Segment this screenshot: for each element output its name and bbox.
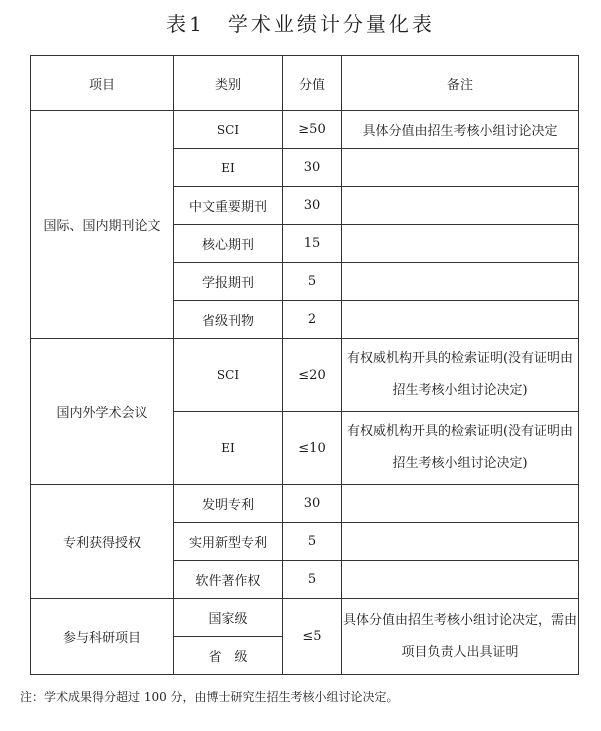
item-cell: 国内外学术会议: [31, 339, 174, 485]
item-cell: 参与科研项目: [31, 599, 174, 675]
table-row: [31, 599, 579, 637]
category-cell: EI: [174, 412, 283, 485]
category-cell: 中文重要期刊: [174, 187, 283, 225]
score-cell: 2: [283, 301, 342, 339]
score-cell: ≥50: [283, 111, 342, 149]
score-cell: 15: [283, 225, 342, 263]
remark-cell: [342, 561, 579, 599]
score-cell: 30: [283, 187, 342, 225]
score-table: [30, 55, 579, 675]
remark-cell: [342, 301, 579, 339]
score-cell: 30: [283, 485, 342, 523]
remark-cell: [342, 187, 579, 225]
score-cell: 5: [283, 523, 342, 561]
score-cell: ≤5: [283, 599, 342, 675]
score-cell: ≤10: [283, 412, 342, 485]
remark-cell: 具体分值由招生考核小组讨论决定: [342, 111, 579, 149]
score-cell: 30: [283, 149, 342, 187]
table-row: [31, 485, 579, 523]
category-cell: EI: [174, 149, 283, 187]
category-cell: 学报期刊: [174, 263, 283, 301]
category-cell: SCI: [174, 111, 283, 149]
remark-cell: [342, 225, 579, 263]
category-cell: 实用新型专利: [174, 523, 283, 561]
item-cell: 专利获得授权: [31, 485, 174, 599]
category-cell: 省 级: [174, 637, 283, 675]
remark-cell: 具体分值由招生考核小组讨论决定，需由项目负责人出具证明: [342, 599, 579, 675]
score-cell: 5: [283, 561, 342, 599]
category-cell: 核心期刊: [174, 225, 283, 263]
remark-cell: [342, 149, 579, 187]
category-cell: 软件著作权: [174, 561, 283, 599]
header-remark: 备注: [342, 56, 579, 111]
table-row: [31, 339, 579, 412]
category-cell: 省级刊物: [174, 301, 283, 339]
item-cell: 国际、国内期刊论文: [31, 111, 174, 339]
footnote: 注：学术成果得分超过 100 分，由博士研究生招生考核小组讨论决定。: [20, 690, 399, 704]
header-item: 项目: [31, 56, 174, 111]
remark-cell: [342, 523, 579, 561]
remark-cell: 有权威机构开具的检索证明(没有证明由招生考核小组讨论决定): [342, 339, 579, 412]
score-cell: 5: [283, 263, 342, 301]
table-row: [31, 111, 579, 149]
header-category: 类别: [174, 56, 283, 111]
header-row: [31, 56, 579, 111]
category-cell: 发明专利: [174, 485, 283, 523]
category-cell: SCI: [174, 339, 283, 412]
remark-cell: [342, 485, 579, 523]
score-cell: ≤20: [283, 339, 342, 412]
header-score: 分值: [283, 56, 342, 111]
remark-cell: 有权威机构开具的检索证明(没有证明由招生考核小组讨论决定): [342, 412, 579, 485]
category-cell: 国家级: [174, 599, 283, 637]
table-title: 表1 学术业绩计分量化表: [166, 12, 435, 36]
remark-cell: [342, 263, 579, 301]
